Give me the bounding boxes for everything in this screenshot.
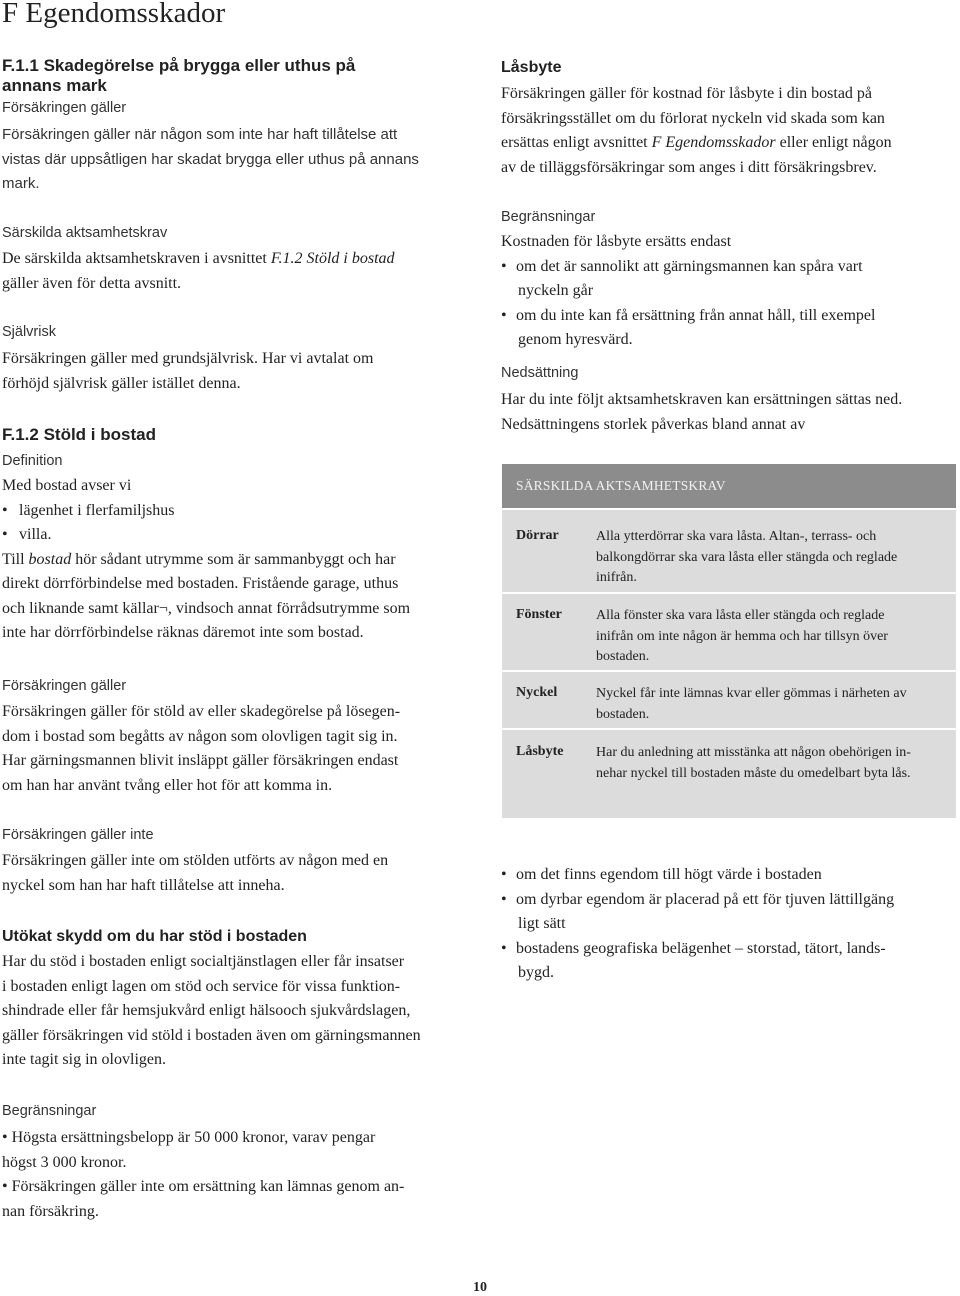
row-text — [596, 606, 888, 668]
requirements-table — [502, 464, 956, 818]
paragraph-line: gäller försäkringen vid stöld i bostaden även om gärningsmannen — [2, 1026, 421, 1044]
list-item-continuation: nyckeln går — [518, 282, 594, 299]
row-text-line: bostaden. — [596, 649, 650, 664]
paragraph-line: Försäkringen gäller med grundsjälvrisk. Har vi avtalat om — [2, 350, 374, 367]
list-item: • bostadens geografiska belägenhet – storstad, tätort, lands- — [501, 937, 894, 962]
subheading-forsakringen-galler-2: Försäkringen gäller — [2, 678, 127, 694]
row-text-line: bostaden. — [596, 706, 650, 722]
reduction-paragraph — [501, 388, 902, 437]
row-text-line: Har du anledning att misstänka att någon obehörigen in- — [596, 745, 911, 760]
row-text-line: balkongdörrar ska vara låsta eller stängda och reglade — [596, 549, 898, 565]
lock-limits-paragraph — [501, 230, 875, 353]
section-reference: F Egendomsskador — [651, 134, 776, 151]
row-text-line: inifrån om inte någon är hemma och har tillsyn över — [596, 628, 888, 644]
paragraph-line: direkt dörrförbindelse med bostaden. Fristående garage, uthus — [2, 575, 399, 592]
row-label-nyckel: Nyckel — [516, 685, 558, 700]
subheading-definition: Definition — [2, 453, 63, 469]
row-text-line: Alla fönster ska vara låsta eller stängda och reglade — [596, 608, 885, 623]
table-divider — [502, 670, 956, 672]
chapter-title: F Egendomsskador — [2, 0, 226, 29]
paragraph-line: gäller även för detta avsnitt. — [2, 274, 182, 292]
paragraph-text: hör sådant utrymme som är sammanbyggt och har — [71, 550, 396, 568]
section-f12-heading: F.1.2 Stöld i bostad — [2, 425, 156, 444]
paragraph-line: Försäkringen gäller för stöld av eller skadegörelse på lösegen- — [2, 703, 401, 720]
paragraph-line: mark. — [2, 175, 40, 192]
paragraph-line: Kostnaden för låsbyte ersätts endast — [501, 233, 732, 250]
aktsamhetskrav-paragraph — [2, 247, 395, 296]
subheading-forsakringen-galler: Försäkringen gäller — [2, 100, 127, 116]
paragraph-line: Försäkringen gäller inte om stölden utförts av någon med en — [2, 852, 389, 869]
extended-cover-paragraph — [2, 950, 421, 1073]
table-divider — [502, 728, 956, 730]
paragraph-line: • Försäkringen gäller inte om ersättning kan lämnas genom an- — [2, 1178, 405, 1195]
paragraph-line: nyckel som han har haft tillåtelse att inneha. — [2, 876, 285, 894]
definition-paragraph — [2, 474, 410, 646]
row-text-line: Nyckel får inte lämnas kvar eller gömmas i närheten av — [596, 686, 907, 701]
list-item: • om det finns egendom till högt värde i bostaden — [501, 863, 894, 888]
emphasis-bostad: bostad — [28, 550, 72, 568]
subheading-galler-inte: Försäkringen gäller inte — [2, 827, 154, 843]
list-item-continuation: genom hyresvärd. — [518, 331, 633, 348]
row-text — [596, 743, 911, 784]
paragraph-line: Försäkringen gäller när någon som inte har haft tillåtelse att — [2, 126, 398, 143]
list-item-continuation: ligt sätt — [518, 915, 566, 932]
extended-cover-heading: Utökat skydd om du har stöd i bostaden — [2, 928, 307, 945]
section-f11-heading-line1: F.1.1 Skadegörelse på brygga eller uthus på — [2, 56, 356, 75]
list-item-continuation: bygd. — [518, 964, 554, 981]
sjalvrisk-paragraph — [2, 347, 373, 396]
subheading-sjalvrisk: Självrisk — [2, 324, 56, 340]
limits-paragraph — [2, 1126, 404, 1224]
paragraph-line: Försäkringen gäller för kostnad för låsbyte i din bostad på — [501, 85, 873, 102]
section-f11-paragraph — [2, 123, 419, 197]
paragraph-line: nan försäkring. — [2, 1202, 99, 1220]
paragraph-line: • Högsta ersättningsbelopp är 50 000 kronor, varav pengar — [2, 1129, 376, 1146]
paragraph-line: Har du inte följt aktsamhetskraven kan ersättningen sättas ned. — [501, 391, 903, 408]
paragraph-line: inte har dörrförbindelse räknas däremot inte som bostad. — [2, 624, 364, 641]
paragraph-line: inte tagit sig in olovligen. — [2, 1051, 166, 1068]
table-divider — [502, 508, 956, 510]
paragraph-line: högst 3 000 kronor. — [2, 1153, 127, 1171]
page-number: 10 — [473, 1280, 487, 1295]
section-reference: F.1.2 Stöld i bostad — [270, 250, 395, 267]
list-item: • om dyrbar egendom är placerad på ett för tjuven lättillgäng — [501, 888, 894, 913]
section-f11-heading-line2: annans mark — [2, 76, 107, 95]
list-item: • om du inte kan få ersättning från annat håll, till exempel — [501, 304, 875, 329]
paragraph-text: Till — [2, 550, 29, 568]
paragraph-line: i bostaden enligt lagen om stöd och service för vissa funktion- — [2, 977, 401, 995]
paragraph-line: Med bostad avser vi — [2, 477, 132, 494]
paragraph-line: Nedsättningens storlek påverkas bland annat av — [501, 415, 806, 433]
paragraph-line: om han har använt tvång eller hot för att komma in. — [2, 776, 333, 794]
paragraph-text: eller enligt någon — [775, 134, 892, 151]
table-divider — [502, 592, 956, 594]
subheading-lock-limits: Begränsningar — [501, 209, 596, 225]
list-item: • villa. — [2, 523, 410, 548]
requirements-table-header — [502, 464, 956, 508]
paragraph-line: vistas där uppsåtligen har skadat brygga eller uthus på annans — [2, 150, 419, 168]
row-text-line: inifrån. — [596, 570, 637, 585]
row-text — [596, 527, 897, 589]
list-item: • om det är sannolikt att gärningsmannen kan spåra vart — [501, 255, 875, 280]
paragraph-text: ersättas enligt avsnittet — [501, 134, 652, 151]
reduction-factors-list — [501, 863, 894, 986]
paragraph-line: försäkringsstället om du förlorat nyckeln vid skada som kan — [501, 109, 885, 127]
paragraph-line: dom i bostad som begåtts av någon som olovligen tagit sig in. — [2, 727, 398, 745]
row-label-lasbyte: Låsbyte — [516, 744, 564, 759]
paragraph-line: av de tilläggsförsäkringar som anges i ditt försäkringsbrev. — [501, 158, 877, 176]
paragraph-line: förhöjd självrisk gäller istället denna. — [2, 374, 241, 392]
paragraph-line: och liknande samt källar¬, vindsoch annat förrådsutrymme som — [2, 599, 411, 617]
row-text-line: Alla ytterdörrar ska vara låsta. Altan-, terrass- och — [596, 529, 877, 544]
coverage-paragraph — [2, 700, 400, 798]
paragraph-line: Har gärningsmannen blivit insläppt gäller försäkringen endast — [2, 752, 399, 769]
requirements-table-title: SÄRSKILDA AKTSAMHETSKRAV — [516, 478, 726, 493]
subheading-begransningar: Begränsningar — [2, 1103, 97, 1119]
subheading-aktsamhetskrav: Särskilda aktsamhetskrav — [2, 225, 168, 241]
section-f11-heading — [2, 56, 355, 96]
lock-change-paragraph — [501, 82, 892, 180]
lock-change-heading: Låsbyte — [501, 59, 562, 76]
paragraph-line: shindrade eller får hemsjukvård enligt hälsooch sjukvårdslagen, — [2, 1002, 411, 1019]
row-text — [596, 684, 907, 725]
row-label-dorrar: Dörrar — [516, 528, 559, 543]
exclusion-paragraph — [2, 849, 388, 898]
row-text-line: nehar nyckel till bostaden måste du omedelbart byta lås. — [596, 765, 911, 781]
row-label-fonster: Fönster — [516, 607, 562, 622]
paragraph-text: De särskilda aktsamhetskraven i avsnittet — [2, 250, 271, 267]
paragraph-line: Har du stöd i bostaden enligt socialtjänstlagen eller får insatser — [2, 953, 405, 970]
list-item: • lägenhet i flerfamiljshus — [2, 499, 410, 524]
subheading-nedsattning: Nedsättning — [501, 365, 579, 381]
